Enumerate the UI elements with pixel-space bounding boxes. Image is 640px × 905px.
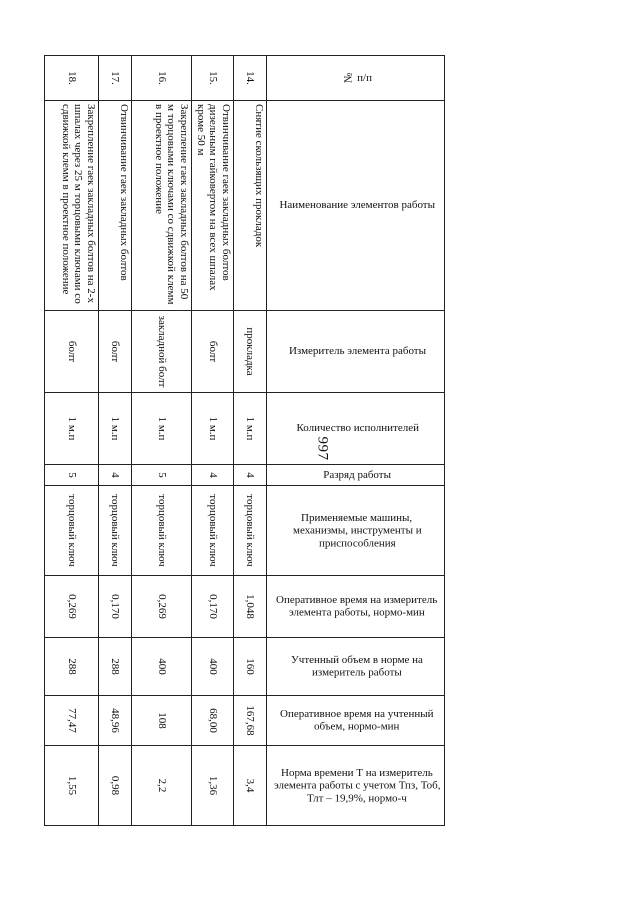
cell-performers: 1 м.п bbox=[234, 393, 267, 465]
norms-table-container bbox=[45, 55, 445, 825]
cell-tools: торцовый ключ bbox=[192, 486, 234, 576]
cell-op-norm: 167,68 bbox=[234, 696, 267, 746]
cell-performers: 1 м.п bbox=[132, 393, 192, 465]
cell-volume: 160 bbox=[234, 638, 267, 696]
cell-num: 18. bbox=[45, 56, 99, 101]
cell-performers: 1 м.п bbox=[45, 393, 99, 465]
cell-op-time: 0,269 bbox=[132, 576, 192, 638]
table-row bbox=[99, 56, 132, 826]
cell-op-norm: 48,96 bbox=[99, 696, 132, 746]
cell-norm-time: 3,4 bbox=[234, 746, 267, 826]
cell-unit: закладной болт bbox=[132, 311, 192, 393]
cell-performers: 1 м.п bbox=[99, 393, 132, 465]
cell-unit: болт bbox=[192, 311, 234, 393]
header-unit: Измеритель элемента работы bbox=[267, 311, 445, 393]
cell-grade: 4 bbox=[99, 465, 132, 486]
cell-tools: торцовый ключ bbox=[45, 486, 99, 576]
cell-volume: 400 bbox=[132, 638, 192, 696]
cell-volume: 288 bbox=[45, 638, 99, 696]
cell-op-norm: 77,47 bbox=[45, 696, 99, 746]
cell-grade: 4 bbox=[192, 465, 234, 486]
table-row bbox=[132, 56, 192, 826]
cell-num: 14. bbox=[234, 56, 267, 101]
header-op-time: Оперативное время на измеритель элемента работы, нормо-мин bbox=[267, 576, 445, 638]
cell-name: Снятие скользящих прокладок bbox=[234, 101, 267, 311]
header-tools: Применяемые машины, механизмы, инструменты и приспособления bbox=[267, 486, 445, 576]
cell-grade: 4 bbox=[234, 465, 267, 486]
cell-num: 17. bbox=[99, 56, 132, 101]
cell-name: Закрепление гаек закладных болтов на 50 м торцовыми ключами со сдвижкой клемм в проектное положение bbox=[132, 101, 192, 311]
cell-grade: 5 bbox=[132, 465, 192, 486]
cell-op-time: 0,170 bbox=[192, 576, 234, 638]
cell-volume: 400 bbox=[192, 638, 234, 696]
cell-op-time: 1,048 bbox=[234, 576, 267, 638]
cell-op-norm: 68,00 bbox=[192, 696, 234, 746]
cell-norm-time: 1,36 bbox=[192, 746, 234, 826]
cell-unit: болт bbox=[45, 311, 99, 393]
cell-tools: торцовый ключ bbox=[99, 486, 132, 576]
cell-grade: 5 bbox=[45, 465, 99, 486]
cell-performers: 1 м.п bbox=[192, 393, 234, 465]
cell-unit: прокладка bbox=[234, 311, 267, 393]
header-performers: Количество исполнителей bbox=[267, 393, 445, 465]
cell-op-norm: 108 bbox=[132, 696, 192, 746]
cell-norm-time: 0,98 bbox=[99, 746, 132, 826]
table-row bbox=[234, 56, 267, 826]
cell-num: 16. bbox=[132, 56, 192, 101]
cell-name: Отвинчивание гаек закладных болтов дизельным гайковертом на всех шпалах кроме 50 м bbox=[192, 101, 234, 311]
cell-op-time: 0,269 bbox=[45, 576, 99, 638]
table-row bbox=[45, 56, 99, 826]
norms-table bbox=[44, 55, 445, 826]
header-volume: Учтенный объем в норме на измеритель работы bbox=[267, 638, 445, 696]
cell-unit: болт bbox=[99, 311, 132, 393]
header-num: № п/п bbox=[267, 56, 445, 101]
cell-norm-time: 1,55 bbox=[45, 746, 99, 826]
cell-tools: торцовый ключ bbox=[234, 486, 267, 576]
cell-name: Отвинчивание гаек закладных болтов bbox=[99, 101, 132, 311]
header-grade: Разряд работы bbox=[267, 465, 445, 486]
cell-name: Закрепление гаек закладных болтов на 2-х шпалах через 25 м торцовыми ключами со сдвижкой клемм в проектное положение bbox=[45, 101, 99, 311]
cell-norm-time: 2,2 bbox=[132, 746, 192, 826]
header-norm-time: Норма времени Т на измеритель элемента работы с учетом Тпз, Тоб, Тлт – 19,9%, нормо-ч bbox=[267, 746, 445, 826]
table-row bbox=[192, 56, 234, 826]
cell-num: 15. bbox=[192, 56, 234, 101]
page-number: 997 bbox=[314, 436, 331, 461]
table-header-row bbox=[267, 56, 445, 826]
cell-tools: торцовый ключ bbox=[132, 486, 192, 576]
header-name: Наименование элементов работы bbox=[267, 101, 445, 311]
cell-volume: 288 bbox=[99, 638, 132, 696]
cell-op-time: 0,170 bbox=[99, 576, 132, 638]
header-op-norm: Оперативное время на учтенный объем, нормо-мин bbox=[267, 696, 445, 746]
